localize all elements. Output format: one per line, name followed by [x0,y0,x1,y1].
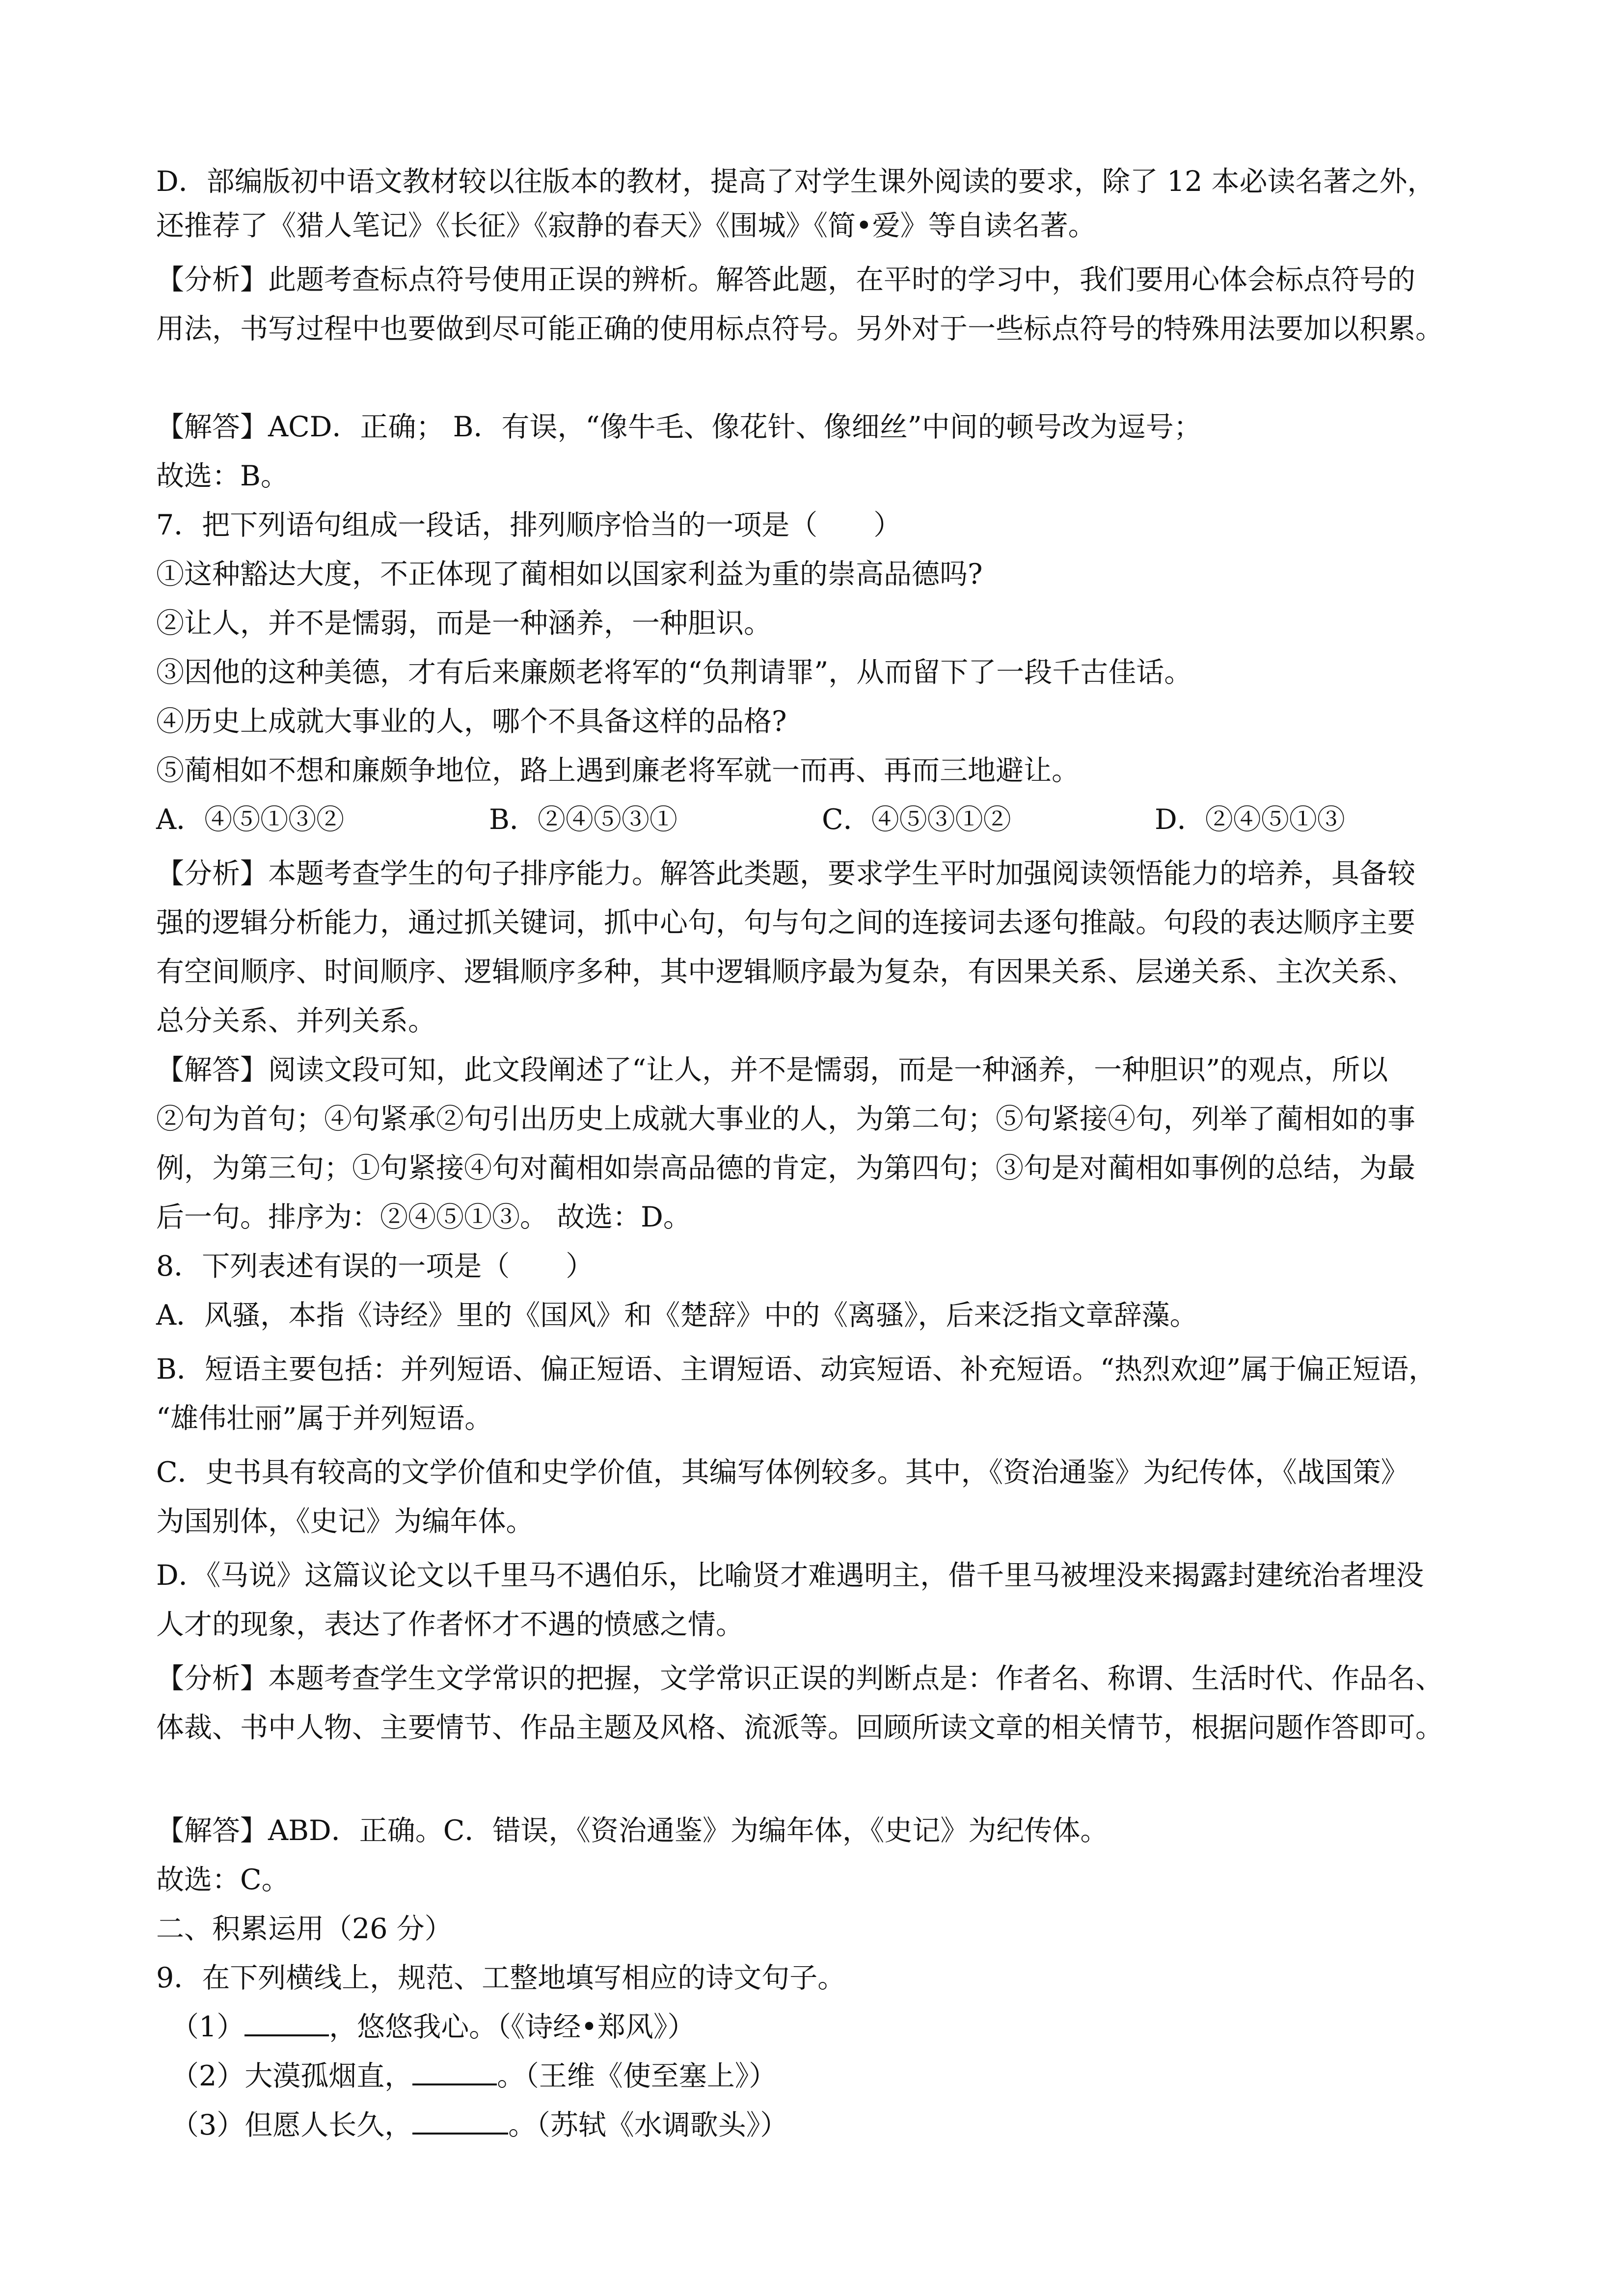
q7-option-c: C．④⑤③①② [822,803,1011,836]
q9-stem: 9．在下列横线上，规范、工整地填写相应的诗文句子。 [156,1962,846,1994]
q9-item-3 [171,2106,788,2145]
q9-item-3-number: （3） [171,2109,245,2141]
q9-item-3-after: 。（苏轼《水调歌头》） [508,2109,788,2141]
q7-analysis-line4: 总分关系、并列关系。 [156,1005,436,1037]
q6-option-d-line2: 还推荐了《猎人笔记》《长征》《寂静的春天》《围城》《简•爱》等自读名著。 [156,210,1096,242]
q9-item-3-blank[interactable] [412,2108,508,2135]
section-2-heading: 二、积累运用（26 分） [156,1913,453,1945]
q9-item-1-blank[interactable] [244,2010,329,2036]
q8-analysis-line2: 体裁、书中人物、主要情节、作品主题及风格、流派等。回顾所读文章的相关情节，根据问题作答即可。 [156,1711,1443,1744]
q7-analysis-line2: 强的逻辑分析能力，通过抓关键词，抓中心句，句与句之间的连接词去逐句推敲。句段的表达顺序主要 [156,907,1415,939]
q8-option-d-line1: D．《马说》这篇议论文以千里马不遇伯乐，比喻贤才难遇明主，借千里马被埋没来揭露封建统治者埋没 [156,1559,1424,1592]
q8-option-b-line2: “雄伟壮丽”属于并列短语。 [156,1402,493,1435]
q6-analysis-line2: 用法，书写过程中也要做到尽可能正确的使用标点符号。另外对于一些标点符号的特殊用法要加以积累。 [156,313,1443,345]
q7-analysis-line3: 有空间顺序、时间顺序、逻辑顺序多种，其中逻辑顺序最为复杂，有因果关系、层递关系、主次关系、 [156,956,1415,988]
q8-stem: 8．下列表述有误的一项是（ ） [156,1250,594,1282]
q9-item-3-before: 但愿人长久， [244,2109,413,2141]
q7-answer-line2: ②句为首句；④句紧承②句引出历史上成就大事业的人，为第二句；⑤句紧接④句，列举了蔺相如的事 [156,1103,1415,1135]
q7-sentence-5: ⑤蔺相如不想和廉颇争地位，路上遇到廉老将军就一而再、再而三地避让。 [156,754,1080,787]
q7-sentence-3: ③因他的这种美德，才有后来廉颇老将军的“负荆请罪”，从而留下了一段千古佳话。 [156,656,1192,689]
q7-answer-line4: 后一句。排序为：②④⑤①③。 故选：D。 [156,1201,691,1233]
q8-analysis-line1: 【分析】本题考查学生文学常识的把握，文学常识正误的判断点是：作者名、称谓、生活时代、作品名、 [156,1662,1443,1695]
q7-option-d: D．②④⑤①③ [1155,803,1345,836]
q8-answer-line1: 【解答】ABD．正确。C．错误，《资治通鉴》为编年体，《史记》为纪传体。 [156,1815,1109,1847]
q7-answer-line3: 例，为第三句；①句紧接④句对蔺相如崇高品德的肯定，为第四句；③句是对蔺相如事例的总结，为最 [156,1152,1415,1184]
q9-item-1-number: （1） [171,2011,245,2043]
q9-item-2-before: 大漠孤烟直， [244,2060,413,2092]
q7-sentence-4: ④历史上成就大事业的人，哪个不具备这样的品格? [156,705,787,738]
q9-item-2-after: 。（王维《使至塞上》） [497,2060,777,2092]
q6-answer-line2: 故选：B。 [156,460,289,492]
q7-sentence-1: ①这种豁达大度，不正体现了蔺相如以国家利益为重的崇高品德吗? [156,558,983,590]
q9-item-2-blank[interactable] [412,2059,497,2085]
q7-stem: 7．把下列语句组成一段话，排列顺序恰当的一项是（ ） [156,509,902,541]
q6-analysis-line1: 【分析】此题考查标点符号使用正误的辨析。解答此题，在平时的学习中，我们要用心体会标点符号的 [156,264,1415,296]
q9-item-1 [171,2007,695,2047]
q8-option-d-line2: 人才的现象，表达了作者怀才不遇的愤感之情。 [156,1608,744,1641]
q9-item-2-number: （2） [171,2060,245,2092]
q7-option-b: B．②④⑤③① [489,803,677,836]
q6-answer-line1: 【解答】ACD．正确； B．有误，“像牛毛、像花针、像细丝”中间的顿号改为逗号； [156,411,1202,443]
q8-answer-line2: 故选：C。 [156,1864,290,1896]
q6-option-d-line1: D．部编版初中语文教材较以往版本的教材，提高了对学生课外阅读的要求，除了 12 本必读名著之外， [156,165,1435,198]
q8-option-c-line2: 为国别体，《史记》为编年体。 [156,1505,534,1538]
q9-item-1-after: ，悠悠我心。（《诗经•郑风》） [329,2011,696,2043]
q7-answer-line1: 【解答】阅读文段可知，此文段阐述了“让人，并不是懦弱，而是一种涵养，一种胆识”的观点，所以 [156,1054,1388,1086]
q8-option-a: A．风骚，本指《诗经》里的《国风》和《楚辞》中的《离骚》，后来泛指文章辞藻。 [156,1299,1198,1332]
q8-option-b-line1: B．短语主要包括：并列短语、偏正短语、主谓短语、动宾短语、补充短语。“热烈欢迎”属于偏正短语， [156,1353,1437,1386]
q7-sentence-2: ②让人，并不是懦弱，而是一种涵养，一种胆识。 [156,607,772,640]
q8-option-c-line1: C．史书具有较高的文学价值和史学价值，其编写体例较多。其中，《资治通鉴》为纪传体，《战国策》 [156,1456,1409,1489]
q7-option-a: A．④⑤①③② [156,803,345,836]
q9-item-2 [171,2056,777,2096]
q7-analysis-line1: 【分析】本题考查学生的句子排序能力。解答此类题，要求学生平时加强阅读领悟能力的培养，具备较 [156,857,1415,890]
